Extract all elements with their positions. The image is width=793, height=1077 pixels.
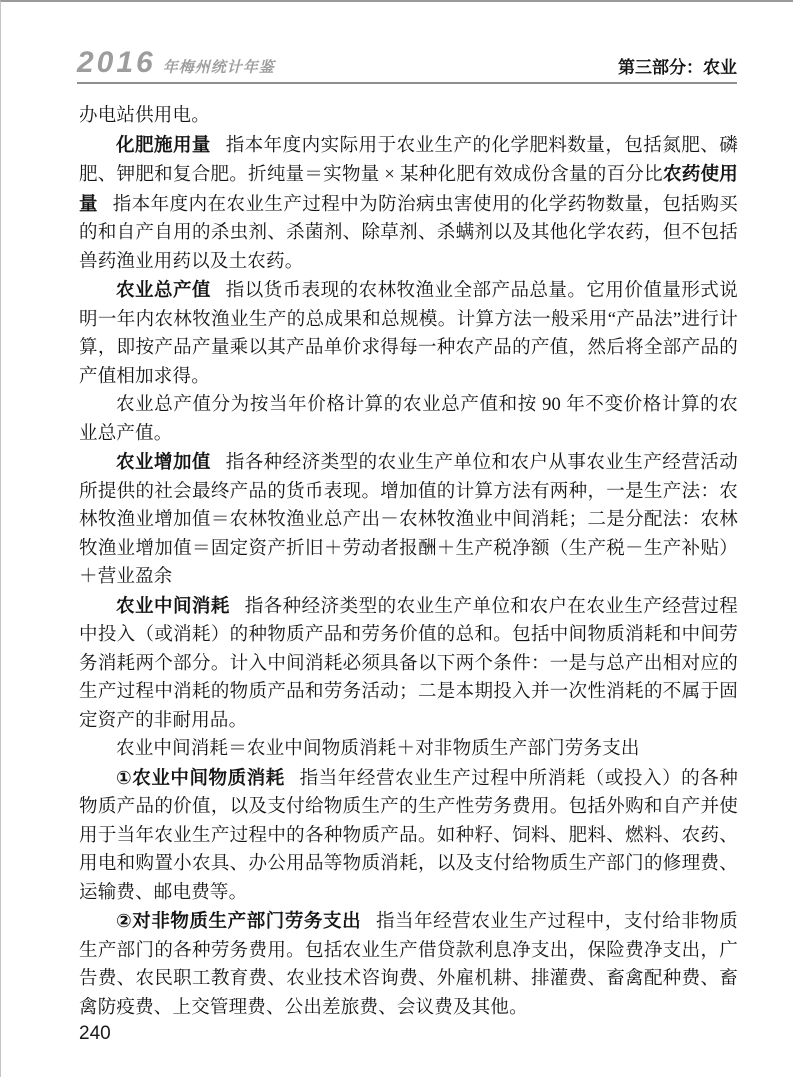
para-text: 指各种经济类型的农业生产单位和农户从事农业生产经营活动所提供的社会最终产品的货币表现。增加值的计算方法有两种，一是生产法：农林牧渔业增加值＝农林牧渔业总产出－农林牧渔业中间消耗；二是分配法：农林牧渔业增加值＝固定资产折旧＋劳动者报酬＋生产税净额（生产税－生产补贴）＋营业盈余 bbox=[79, 453, 738, 587]
term-gross-output-value: 农业总产值 bbox=[116, 279, 211, 300]
para-gross-output-value bbox=[79, 276, 738, 391]
definitions-content bbox=[79, 102, 738, 1022]
para-labor-service-expense bbox=[79, 907, 738, 1022]
para-text: 指当年经营农业生产过程中所消耗（或投入）的各种物质产品的价值，以及支付给物质生产的生产性劳务费用。包括外购和自产并使用于当年农业生产过程中的各种物质产品。如种籽、饲料、肥料、燃料、农药、用电和购置小农具、办公用品等物质消耗，以及支付给物质生产部门的修理费、运输费、邮电费等。 bbox=[79, 768, 738, 903]
yearbook-logo bbox=[77, 48, 275, 78]
para-material-consumption bbox=[79, 764, 738, 908]
term-labor-service-expense: ②对非物质生产部门劳务支出 bbox=[116, 910, 362, 931]
para-text: 指当年经营农业生产过程中，支付给非物质生产部门的各种劳务费用。包括农业生产借贷款利息净支出，保险费净支出，广告费、农民职工教育费、农业技术咨询费、外雇机耕、排灌费、畜禽配种费、畜禽防疫费、上交管理费、公出差旅费、会议费及其他。 bbox=[79, 912, 738, 1018]
para-gross-output-note bbox=[79, 391, 738, 448]
section-label: 第三部分：农业 bbox=[618, 58, 737, 77]
page-header bbox=[77, 48, 737, 78]
page-number: 240 bbox=[79, 1023, 111, 1044]
para-text: 指本年度内在农业生产过程中为防治病虫害使用的化学药物数量，包括购买的和自产自用的杀虫剂、杀菌剂、除草剂、杀螨剂以及其他化学农药，但不包括兽药渔业用药以及土农药。 bbox=[79, 194, 739, 272]
term-added-value: 农业增加值 bbox=[116, 451, 211, 472]
continuation-line: 办电站供用电。 bbox=[79, 106, 210, 126]
logo-year-text: 2016 bbox=[77, 46, 156, 79]
logo-title-text: 年梅州统计年鉴 bbox=[162, 59, 275, 76]
term-fertilizer-usage: 化肥施用量 bbox=[116, 133, 211, 155]
para-fertilizer-usage bbox=[79, 131, 738, 277]
para-text: 指各种经济类型的农业生产单位和农户在农业生产经营过程中投入（或消耗）的种物质产品和劳务价值的总和。包括中间物质消耗和中间劳务消耗两个部分。计入中间消耗必须具备以下两个条件：一是与总产出相对应的生产过程中消耗的物质产品和劳务活动；二是本期投入并一次性消耗的不属于固定资产的非耐用品。 bbox=[79, 596, 738, 731]
term-intermediate-consumption: 农业中间消耗 bbox=[116, 594, 230, 616]
formula-intermediate-consumption bbox=[79, 735, 738, 764]
term-pesticide-usage: 农药使用量 bbox=[79, 163, 738, 214]
para-intermediate-consumption bbox=[79, 592, 738, 736]
para-text: 农业中间消耗＝农业中间物质消耗＋对非物质生产部门劳务支出 bbox=[116, 739, 640, 759]
para-added-value bbox=[79, 448, 738, 592]
para-text: 农业总产值分为按当年价格计算的农业总产值和按 90 年不变价格计算的农业总产值。 bbox=[79, 395, 738, 444]
para-text: 指以货币表现的农林牧渔业全部产品总量。它用价值量形式说明一年内农林牧渔业生产的总成果和总规模。计算方法一般采用“产品法”进行计算，即按产品产量乘以其产品单价求得每一种农产品的产值，然后将全部产品的产值相加求得。 bbox=[79, 281, 738, 387]
para-text: 指本年度内实际用于农业生产的化学肥料数量，包括氮肥、磷肥、钾肥和复合肥。折纯量＝实物量 × 某种化肥有效成份含量的百分比 bbox=[79, 135, 738, 185]
header-rule bbox=[77, 82, 737, 84]
term-material-consumption: ①农业中间物质消耗 bbox=[116, 766, 285, 788]
